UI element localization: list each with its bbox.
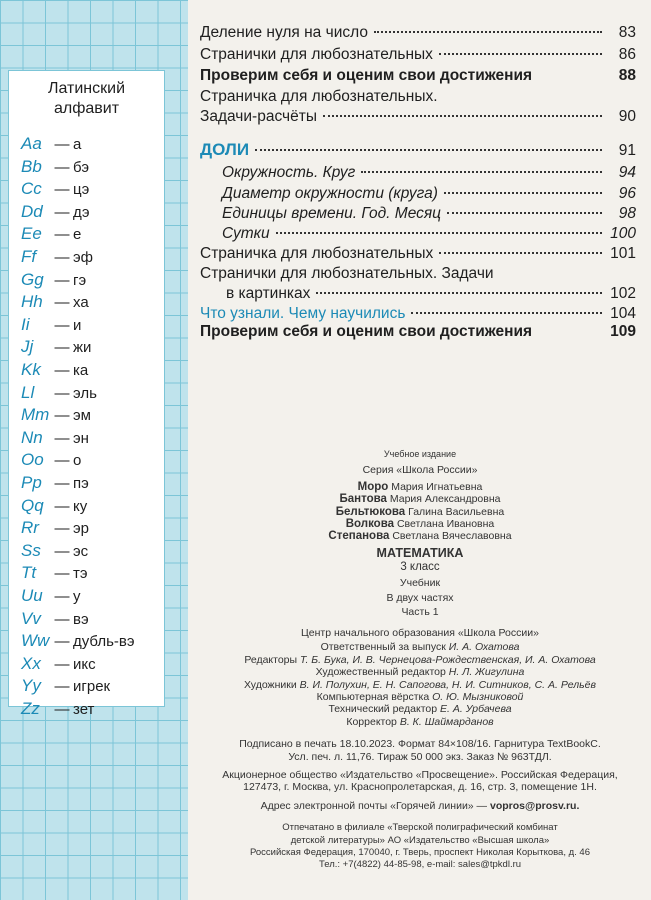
dash: —: [54, 339, 70, 357]
alphabet-row: [21, 202, 90, 222]
letter-name: цэ: [73, 181, 90, 199]
toc-entry: Страничка для любознательных.: [200, 88, 438, 105]
dash: —: [54, 407, 70, 425]
dash: —: [54, 203, 70, 221]
dash: —: [54, 452, 70, 470]
letter-name: пэ: [73, 475, 89, 492]
latin-letter: Rr: [21, 518, 39, 538]
toc-entry: Странички для любознательных. Задачи: [200, 265, 494, 282]
dash: —: [54, 429, 70, 447]
latin-letter: Aa: [21, 134, 42, 153]
toc-entry: Что узнали. Чему научились 104: [200, 305, 636, 322]
toc-entry: Единицы времени. Год. Месяц 98: [222, 205, 636, 222]
letter-name: ка: [73, 362, 89, 379]
letter-name: тэ: [73, 565, 88, 583]
alphabet-row: [21, 157, 89, 177]
latin-letter: Ww: [21, 631, 50, 651]
toc-entry: Проверим себя и оценим свои достижения 109: [200, 323, 636, 340]
letter-name: ку: [73, 497, 88, 515]
dash: —: [54, 542, 70, 560]
alphabet-row: [21, 609, 89, 629]
latin-letter: Qq: [21, 495, 44, 515]
letter-name: у: [73, 588, 81, 605]
latin-letter: Ff: [21, 247, 37, 266]
author: Бантова Мария Александровна: [339, 493, 501, 506]
toc-entry: Странички для любознательных 86: [200, 46, 636, 63]
letter-name: эф: [73, 249, 93, 266]
letter-name: гэ: [73, 271, 87, 289]
alphabet-row: [21, 405, 91, 425]
letter-name: эс: [73, 542, 89, 560]
latin-letter: Gg: [21, 269, 44, 289]
dash: —: [54, 294, 70, 312]
dash: —: [54, 655, 70, 673]
imprint-block: Учебное издание Серия «Школа России» Моро Мария Игнатьевна Бантова Мария Александровна Бельтюкова Галина Васильевна Волкова Светлана Ивановна Степанова Светлана Вячеславовна МАТЕМАТИКА 3 класс Учебник В двух частях Часть 1 Центр начального образования «Школа России» Ответственный за выпуск И. А. Охатова Редакторы Т. Б. Бука, И. В. Чернецова-Рождественская, И. А. Охатова Художественный редактор Н. Л. Жигулина Художники В. И. Полухин, Е. Н. Сапогова, Н. И. Ситников, С. А. Рельёв Компьютерная вёрстка О. Ю. Мызниковой Технический редактор Е. А. Урбачева Корректор В. К. Шаймарданов Подписано в печать 18.10.2023. Формат 84×108/16. Гарнитура TextBookC. Усл. печ. л. 11,76. Тираж 50 000 экз. Заказ № 963ТДЛ. Акционерное общество «Издательство «Просвещение». Российская Федерация, 127473, г. Москва, ул. Краснопролетарская, д. 16, стр. 3, помещение 1Н. Адрес электронной почты «Горячей линии» — vopros@prosv.ru. Отпечатано в филиале «Тверской полиграфический комбинат детской литературы» АО «Издательство «Высшая школа» Российская Федерация, 170040, г. Тверь, проспект Николая Корыткова, д. 46 Тел.: +7(4822) 44-85-98, e-mail: sales@tpkdl.ru: [200, 448, 640, 872]
alphabet-title: Латинский алфавит: [47, 80, 126, 117]
letter-name: дэ: [73, 203, 90, 221]
alphabet-row: [21, 383, 97, 403]
alphabet-row: [21, 676, 110, 696]
latin-letter: Hh: [21, 292, 43, 312]
latin-letter: Oo: [21, 450, 44, 470]
alphabet-row: [21, 699, 94, 719]
toc-entry: Страничка для любознательных 101: [200, 245, 636, 262]
dash: —: [54, 565, 70, 583]
letter-name: эр: [73, 520, 89, 538]
letter-name: вэ: [73, 610, 89, 628]
latin-letter: Kk: [21, 360, 41, 379]
dash: —: [54, 678, 70, 696]
letter-name: эм: [73, 407, 91, 425]
dash: —: [54, 226, 70, 244]
toc-entry: Проверим себя и оценим свои достижения 88: [200, 67, 636, 84]
alphabet-row: [21, 541, 88, 561]
dash: —: [54, 475, 70, 492]
letter-name: дубль-вэ: [73, 633, 135, 651]
alphabet-row: [21, 270, 86, 290]
alphabet-row: [21, 450, 81, 470]
latin-letter: Zz: [21, 699, 40, 718]
latin-letter: Yy: [21, 676, 41, 696]
toc-entry: Окружность. Круг 94: [222, 164, 636, 181]
letter-name: и: [73, 316, 82, 334]
dash: —: [54, 271, 70, 289]
letter-name: е: [73, 226, 82, 244]
letter-name: эль: [73, 384, 97, 402]
alphabet-row: [21, 586, 81, 606]
letter-name: зет: [73, 701, 95, 718]
alphabet-row: [21, 292, 89, 312]
author: Бельтюкова Галина Васильевна: [335, 505, 505, 518]
latin-letter: Uu: [21, 586, 43, 605]
dash: —: [54, 701, 70, 718]
toc-entry: Задачи-расчёты 90: [200, 108, 636, 125]
dash: —: [54, 497, 70, 515]
letter-name: ха: [73, 294, 89, 312]
letter-name: а: [73, 136, 82, 153]
alphabet-row: [21, 631, 135, 651]
dash: —: [54, 633, 70, 651]
letter-name: жи: [73, 339, 92, 357]
alphabet-row: [21, 247, 93, 267]
toc-entry: Диаметр окружности (круга) 96: [222, 185, 636, 202]
latin-letter: Jj: [21, 337, 34, 357]
dash: —: [54, 158, 70, 176]
latin-alphabet-box: [8, 70, 165, 718]
letter-name: икс: [73, 655, 96, 673]
alphabet-row: [21, 337, 91, 357]
alphabet-row: [21, 496, 87, 516]
author: Волкова Светлана Ивановна: [345, 518, 495, 531]
alphabet-row: [21, 473, 89, 493]
latin-letter: Ee: [21, 224, 42, 244]
dash: —: [54, 520, 70, 538]
dash: —: [54, 249, 70, 266]
dash: —: [54, 384, 70, 402]
alphabet-row: [21, 360, 88, 380]
alphabet-row: [21, 563, 88, 583]
dash: —: [54, 362, 70, 379]
latin-letter: Xx: [21, 653, 41, 673]
alphabet-row: [21, 179, 89, 199]
latin-letter: Ii: [21, 314, 30, 334]
latin-letter: Ll: [21, 382, 35, 402]
latin-letter: Dd: [21, 201, 43, 221]
left-grid-panel: [0, 0, 188, 900]
latin-letter: Mm: [21, 405, 50, 425]
latin-letter: Tt: [21, 563, 37, 583]
dash: —: [54, 136, 70, 153]
authors-list: [200, 481, 640, 543]
book-title: МАТЕМАТИКА: [376, 545, 464, 560]
alphabet-row: [21, 134, 81, 154]
toc-entry: Сутки 100: [222, 225, 636, 242]
latin-letter: Bb: [21, 156, 42, 176]
alphabet-row: [21, 224, 81, 244]
dash: —: [54, 316, 70, 334]
alphabet-row: [21, 315, 81, 335]
letter-name: игрек: [73, 678, 111, 696]
dash: —: [54, 181, 70, 199]
toc-section-doli: ДОЛИ 91: [200, 140, 636, 159]
latin-letter: Pp: [21, 473, 42, 492]
author: Моро Мария Игнатьевна: [357, 480, 483, 493]
letter-name: о: [73, 452, 82, 470]
letter-name: эн: [73, 429, 89, 447]
latin-letter: Nn: [21, 427, 43, 447]
latin-letter: Ss: [21, 540, 41, 560]
alphabet-row: [21, 654, 96, 674]
latin-letter: Cc: [21, 179, 42, 199]
letter-name: бэ: [73, 158, 90, 176]
latin-letter: Vv: [21, 608, 41, 628]
dash: —: [54, 588, 70, 605]
toc-entry: Деление нуля на число 83: [200, 24, 636, 41]
alphabet-row: [21, 428, 89, 448]
toc-entry: в картинках 102: [226, 285, 636, 302]
author: Степанова Светлана Вячеславовна: [328, 530, 512, 543]
alphabet-row: [21, 518, 89, 538]
dash: —: [54, 610, 70, 628]
